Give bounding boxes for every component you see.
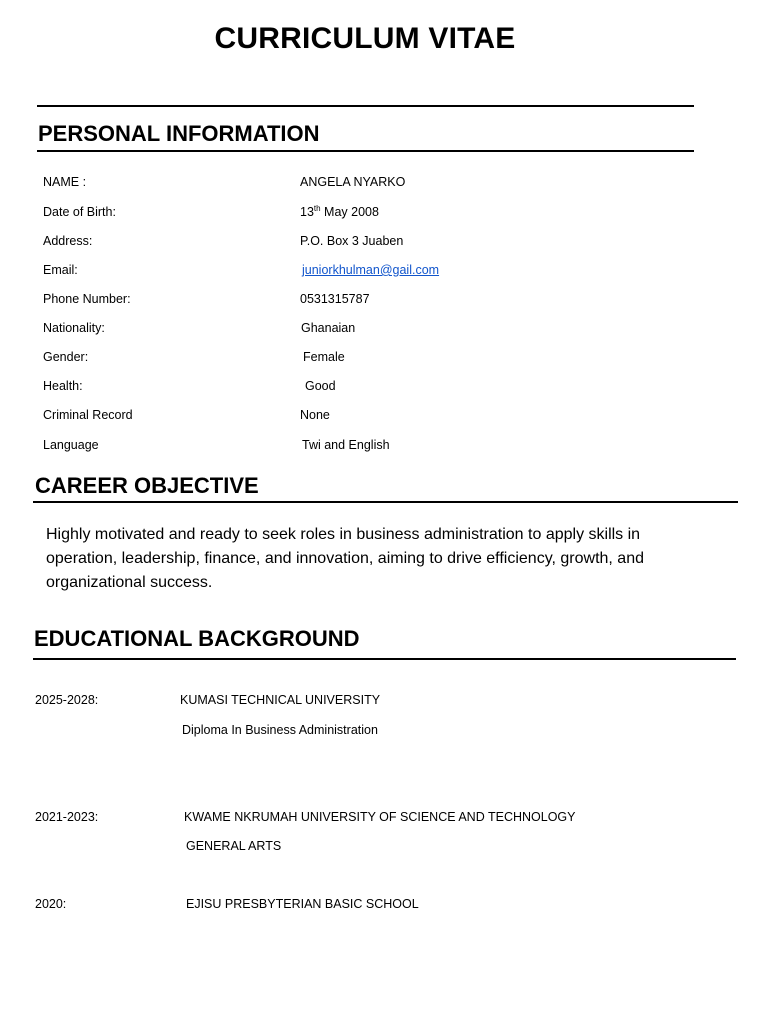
dob-day: 13 (300, 205, 314, 219)
health-value: Good (305, 379, 336, 393)
divider-rule (33, 658, 736, 660)
address-value: P.O. Box 3 Juaben (300, 234, 404, 248)
name-label: NAME : (43, 175, 87, 189)
language-value: Twi and English (302, 438, 390, 452)
nationality-value: Ghanaian (301, 321, 356, 335)
career-objective-text: Highly motivated and ready to seek roles in business administration to apply skills in operation, leadership, finance, and innovation, aiming to drive efficiency, growth, and organizational success. (46, 526, 644, 591)
education-school: KUMASI TECHNICAL UNIVERSITY (180, 693, 381, 707)
document-title: CURRICULUM VITAE (214, 22, 516, 55)
criminal-record-value: None (300, 408, 330, 422)
career-objective-heading: CAREER OBJECTIVE (35, 473, 259, 498)
personal-information-heading: PERSONAL INFORMATION (38, 121, 320, 146)
criminal-record-label: Criminal Record (43, 408, 133, 422)
phone-value: 0531315787 (300, 292, 370, 306)
email-link[interactable]: juniorkhulman@gail.com (302, 263, 440, 277)
dob-day-suffix: th (313, 203, 321, 213)
dob-month-year: May 2008 (320, 205, 379, 219)
dob-label: Date of Birth: (43, 205, 116, 219)
gender-value: Female (303, 350, 345, 364)
education-program: Diploma In Business Administration (182, 723, 378, 737)
nationality-label: Nationality: (43, 321, 105, 335)
education-school: KWAME NKRUMAH UNIVERSITY OF SCIENCE AND TECHNOLOGY (184, 810, 576, 824)
phone-label: Phone Number: (43, 292, 131, 306)
gender-label: Gender: (43, 350, 89, 364)
name-value: ANGELA NYARKO (300, 175, 406, 189)
dob-value (300, 205, 379, 219)
email-label: Email: (43, 263, 78, 277)
divider-rule (33, 501, 738, 503)
education-school: EJISU PRESBYTERIAN BASIC SCHOOL (186, 897, 419, 911)
health-label: Health: (43, 379, 83, 393)
address-label: Address: (43, 234, 93, 248)
education-years: 2021-2023: (35, 810, 99, 824)
language-label: Language (43, 438, 99, 452)
education-years: 2020: (35, 897, 67, 911)
educational-background-heading: EDUCATIONAL BACKGROUND (34, 626, 360, 651)
divider-rule (37, 150, 694, 152)
divider-rule (37, 105, 694, 107)
education-program: GENERAL ARTS (186, 839, 282, 853)
education-years: 2025-2028: (35, 693, 99, 707)
